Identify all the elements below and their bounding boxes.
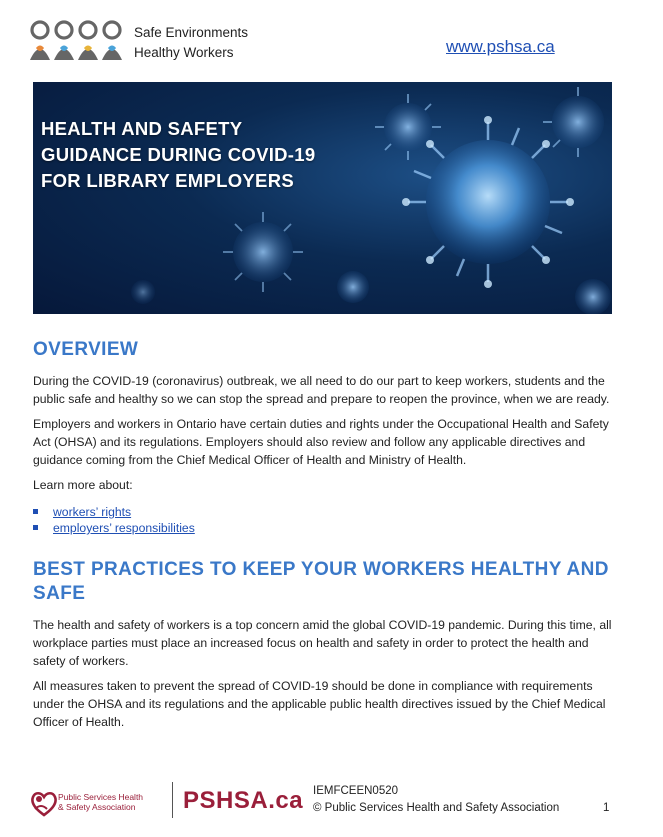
square-bullet-icon	[33, 525, 38, 530]
tagline-line-2: Healthy Workers	[134, 45, 234, 60]
website-link[interactable]: www.pshsa.ca	[446, 37, 555, 56]
square-bullet-icon	[33, 509, 38, 514]
page-footer	[0, 778, 663, 837]
pshsa-wordmark: PSHSA.ca	[183, 787, 304, 814]
page-header	[0, 0, 663, 80]
tagline	[134, 23, 248, 63]
footer-divider	[172, 782, 173, 818]
copyright-notice: © Public Services Health and Safety Association	[313, 802, 560, 814]
list-item	[33, 504, 618, 520]
employers-responsibilities-link[interactable]: employers’ responsibilities	[53, 521, 195, 535]
learn-more-list	[33, 504, 618, 536]
learn-more-label: Learn more about:	[33, 478, 133, 492]
people-group-icon	[28, 18, 128, 64]
overview-paragraph-1: During the COVID-19 (coronavirus) outbreak, we all need to do our part to keep workers, students and the public safe and healthy so we can stop the spread and prepare to reopen the province, when we are ready.	[33, 374, 610, 406]
main-content	[33, 338, 618, 731]
psha-logo	[30, 786, 170, 820]
overview-heading: OVERVIEW	[33, 339, 139, 360]
tagline-line-1: Safe Environments	[134, 25, 249, 40]
best-practices-paragraph-1: The health and safety of workers is a top concern amid the global COVID-19 pandemic. During this time, all workplace parties must place an increased focus on health and safety in order to protect the health and safety of workers.	[33, 618, 612, 668]
hero-banner	[33, 82, 612, 314]
best-practices-heading: BEST PRACTICES TO KEEP YOUR WORKERS HEALTHY AND SAFE	[33, 559, 609, 604]
list-item	[33, 520, 618, 536]
overview-paragraph-2: Employers and workers in Ontario have certain duties and rights under the Occupational Health and Safety Act (OHSA) and its regulations. Employers should also review and follow any applicable directives and guidance coming from the Chief Medical Officer of Health and Ministry of Health.	[33, 417, 609, 467]
org-name-line-1: Public Services Health	[58, 792, 144, 802]
org-name-line-2: & Safety Association	[58, 802, 136, 812]
document-code: IEMFCEEN0520	[313, 785, 399, 797]
page-number: 1	[603, 802, 610, 814]
banner-title: HEALTH AND SAFETY GUIDANCE DURING COVID-19 FOR LIBRARY EMPLOYERS	[41, 118, 316, 191]
best-practices-paragraph-2: All measures taken to prevent the spread of COVID-19 should be done in compliance with requirements under the OHSA and its regulations and the applicable public health directives issued by the Chief Medical Officer of Health.	[33, 679, 606, 729]
workers-rights-link[interactable]: workers’ rights	[53, 505, 132, 519]
org-name	[58, 792, 143, 812]
psha-heart-mark-icon	[30, 788, 58, 818]
